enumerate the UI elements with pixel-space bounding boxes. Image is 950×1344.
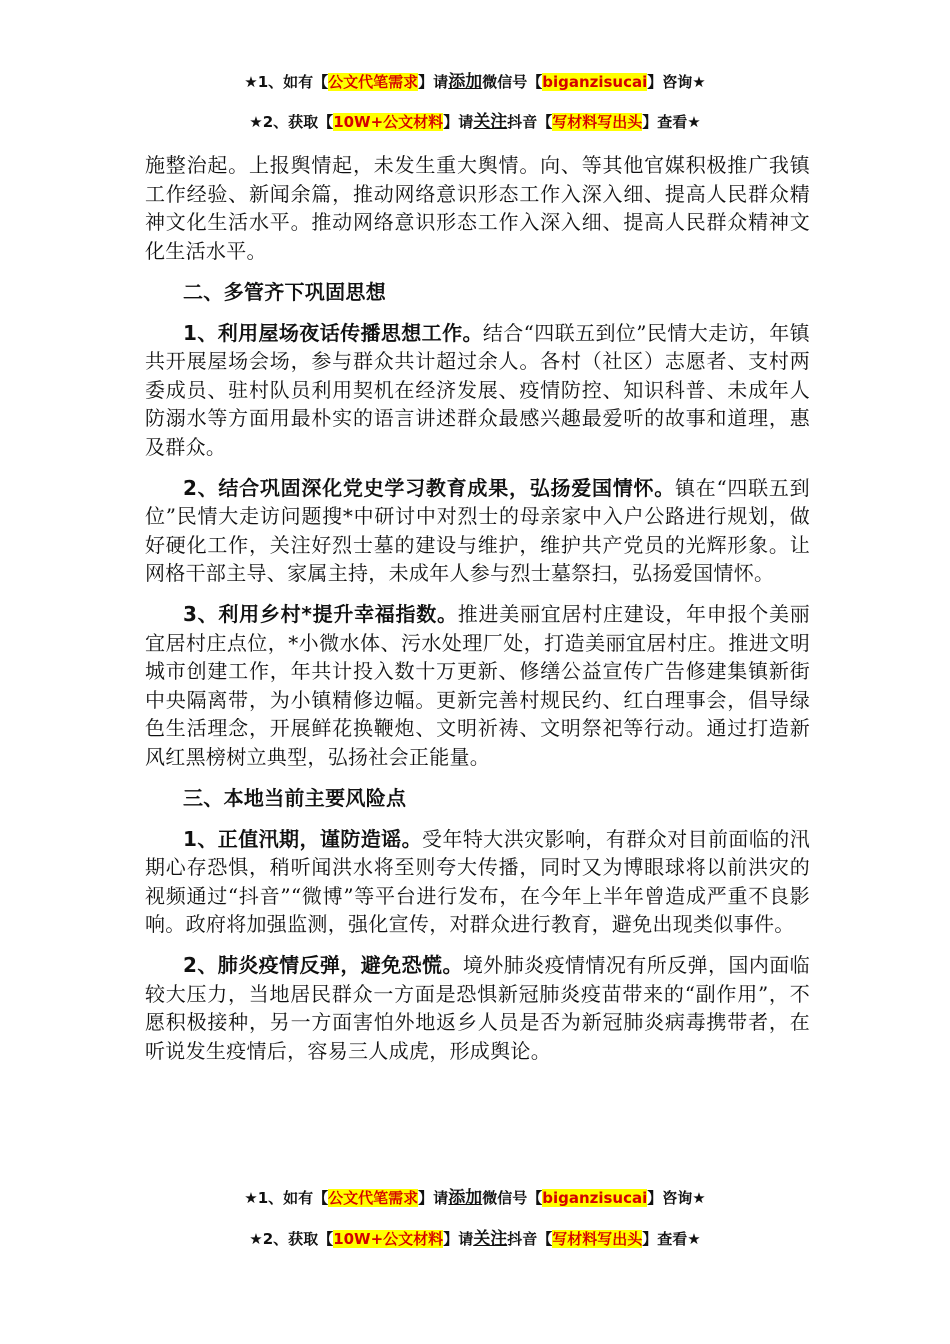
section-heading-3: 三、本地当前主要风险点 [183,785,407,810]
banner-text: 抖音【 [507,113,553,131]
banner-text: 】咨询★ [647,73,706,91]
banner-text: 微信号【 [482,1189,543,1207]
banner-emphasis: 添加 [448,72,483,92]
banner-text: 抖音【 [507,1230,553,1248]
paragraph-3-2 [145,951,810,1065]
banner-highlight-materials: 10W+公文材料 [333,113,444,131]
paragraph-2-2 [145,474,810,588]
paragraph-2-1 [145,319,810,462]
paragraph-continuation: 施整治起。上报舆情起，未发生重大舆情。向、等其他官媒积极推广我镇工作经验、新闻余篇，推动网络意识形态工作入深入细、提高人民群众精神文化生活水平。推动网络意识形态工作入深入细、提高人民群众精神文化生活水平。 [145,153,810,263]
banner-text: ★1、如有【 [244,1189,329,1207]
banner-highlight-wechat-id: biganzisucai [542,73,648,91]
banner-highlight-service: 公文代笔需求 [328,73,419,91]
top-banner-line-2 [0,110,950,134]
banner-text: 】请 [443,1230,474,1248]
paragraph-lead: 1、利用屋场夜话传播思想工作。 [183,320,483,345]
paragraph-3-1 [145,825,810,939]
paragraph-lead: 2、结合巩固深化党史学习教育成果，弘扬爱国情怀。 [183,475,675,500]
paragraph-text: 结合“四联五到位”民情大走访，年镇共开展屋场会场，参与群众共计超过余人。各村（社区）志愿者、支村两委成员、驻村队员利用契机在经济发展、疫情防控、知识科普、未成年人防溺水等方面用最朴实的语言讲述群众最感兴趣最爱听的故事和道理，惠及群众。 [145,320,810,459]
banner-highlight-wechat-id: biganzisucai [542,1189,648,1207]
document-body [145,151,810,1078]
banner-emphasis: 关注 [473,112,508,132]
banner-text: 】咨询★ [647,1189,706,1207]
paragraph-lead: 2、肺炎疫情反弹，避免恐慌。 [183,953,463,977]
top-banner-line-1 [0,70,950,94]
banner-text: 微信号【 [482,73,543,91]
banner-highlight-service: 公文代笔需求 [328,1189,419,1207]
banner-emphasis: 关注 [473,1229,508,1249]
paragraph-text: 境外肺炎疫情情况有所反弹，国内面临较大压力，当地居民群众一方面是恐惧新冠肺炎疫苗带来的“副作用”，不愿积极接种，另一方面害怕外地返乡人员是否为新冠肺炎病毒携带者，在听说发生疫情后，容易三人成虎，形成舆论。 [145,953,810,1063]
paragraph-text: 推进美丽宜居村庄建设，年申报个美丽宜居村庄点位，*小微水体、污水处理厂处，打造美丽宜居村庄。推进文明城市创建工作，年共计投入数十万更新、修缮公益宣传广告修建集镇新街中央隔离带，为小镇精修边幅。更新完善村规民约、红白理事会，倡导绿色生活理念，开展鲜花换鞭炮、文明祈祷、文明祭祀等行动。通过打造新风红黑榜树立典型，弘扬社会正能量。 [145,602,810,769]
paragraph-lead: 1、正值汛期，谨防造谣。 [183,826,423,851]
banner-text: 】查看★ [642,1230,701,1248]
banner-text: 】请 [418,1189,449,1207]
banner-highlight-materials: 10W+公文材料 [333,1230,444,1248]
paragraph-text: 镇在“四联五到位”民情大走访问题搜*中研讨中对烈士的母亲家中入户公路进行规划，做好硬化工作，关注好烈士墓的建设与维护，维护共产党员的光辉形象。让网格干部主导、家属主持，未成年人参与烈士墓祭扫，弘扬爱国情怀。 [145,475,810,585]
paragraph-text: 受年特大洪灾影响，有群众对目前面临的汛期心存恐惧，稍听闻洪水将至则夸大传播，同时又为博眼球将以前洪灾的视频通过“抖音”“微博”等平台进行发布，在今年上半年曾造成严重不良影响。政府将加强监测，强化宣传，对群众进行教育，避免出现类似事件。 [145,826,810,936]
banner-text: 】请 [443,113,474,131]
banner-highlight-douyin: 写材料写出头 [552,1230,643,1248]
banner-text: ★2、获取【 [249,1230,334,1248]
banner-text: ★1、如有【 [244,73,329,91]
paragraph-2-3 [145,600,810,771]
bottom-banner-line-2 [0,1227,950,1251]
banner-emphasis: 添加 [448,1188,483,1208]
section-heading-2: 二、多管齐下巩固思想 [183,279,386,304]
paragraph-lead: 3、利用乡村*提升幸福指数。 [183,602,458,626]
banner-text: ★2、获取【 [249,113,334,131]
banner-text: 】查看★ [642,113,701,131]
banner-text: 】请 [418,73,449,91]
banner-highlight-douyin: 写材料写出头 [552,113,643,131]
bottom-banner-line-1 [0,1186,950,1210]
